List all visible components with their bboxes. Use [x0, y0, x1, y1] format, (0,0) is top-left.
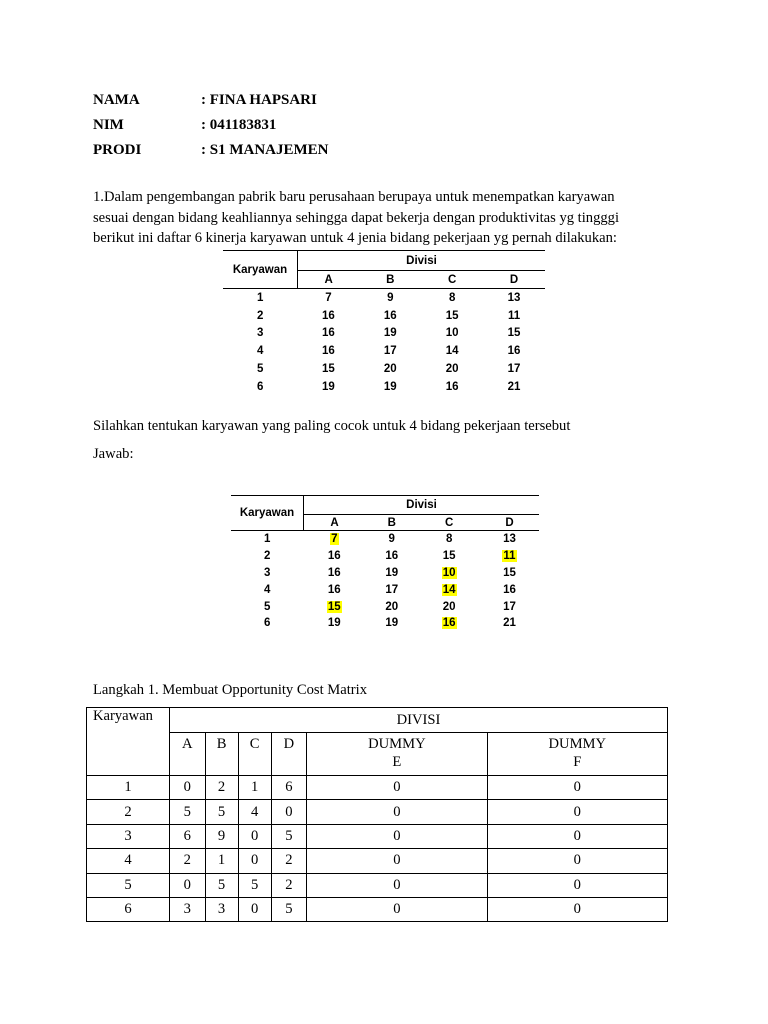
value-cell: 16	[327, 566, 341, 579]
identity-label: PRODI	[93, 142, 142, 158]
table-column-header: D	[483, 271, 545, 289]
value-cell: 19	[383, 327, 397, 340]
matrix-row	[87, 873, 668, 897]
value-cell: 9	[387, 291, 394, 304]
highlighted-value: 10	[442, 566, 456, 579]
matrix-row	[87, 800, 668, 824]
value-cell: 16	[383, 309, 397, 322]
row-id-cell: 6	[257, 380, 264, 393]
identity-value: : 041183831	[201, 117, 277, 133]
row-id-cell: 2	[257, 309, 264, 322]
value-cell: 16	[385, 550, 399, 563]
value-cell: 14	[445, 345, 459, 358]
identity-value: : S1 MANAJEMEN	[201, 142, 329, 158]
value-cell: 0	[307, 849, 487, 873]
value-cell: 20	[445, 363, 459, 376]
value-cell: 7	[325, 291, 332, 304]
row-id-cell: 5	[87, 873, 170, 897]
table-row-header: Karyawan	[231, 496, 304, 531]
value-cell: 17	[507, 363, 521, 376]
answer-label: Jawab:	[93, 446, 134, 462]
identity-row-nim	[93, 113, 329, 138]
step1-title: Langkah 1. Membuat Opportunity Cost Matrix	[93, 682, 368, 698]
value-cell: 0	[170, 873, 206, 897]
value-cell: 16	[322, 309, 335, 322]
row-id-cell: 3	[87, 824, 170, 848]
table-column-header: D	[480, 515, 539, 531]
table-row-header: Karyawan	[223, 251, 298, 289]
value-cell: 17	[383, 345, 397, 358]
value-cell: 15	[322, 363, 335, 376]
value-cell	[304, 531, 366, 548]
value-cell: 16	[445, 380, 459, 393]
matrix-column-header: A	[170, 733, 206, 776]
table-row	[223, 307, 545, 325]
table-row	[231, 598, 539, 615]
row-id-cell: 4	[264, 583, 271, 596]
value-cell: 21	[503, 617, 516, 630]
row-id-cell: 6	[87, 897, 170, 921]
row-id-cell: 5	[264, 600, 271, 613]
value-cell: 0	[238, 897, 271, 921]
table-row	[223, 289, 545, 307]
highlighted-value: 7	[331, 533, 338, 546]
performance-table-body	[223, 289, 545, 396]
value-cell: 20	[385, 600, 399, 613]
row-id-cell: 2	[264, 550, 271, 563]
table-row	[223, 342, 545, 360]
value-cell: 16	[327, 550, 341, 563]
matrix-body	[87, 776, 668, 922]
answer-table	[231, 495, 539, 632]
value-cell: 0	[307, 800, 487, 824]
value-cell	[418, 581, 480, 598]
value-cell: 16	[507, 345, 521, 358]
identity-row-prodi	[93, 138, 329, 163]
value-cell: 0	[307, 873, 487, 897]
value-cell: 13	[507, 291, 521, 304]
value-cell: 0	[487, 800, 667, 824]
row-id-cell: 4	[87, 849, 170, 873]
value-cell: 6	[170, 824, 206, 848]
value-cell	[418, 565, 480, 582]
row-id-cell: 3	[264, 566, 271, 579]
row-id-cell: 3	[257, 327, 264, 340]
value-cell: 19	[383, 380, 397, 393]
value-cell: 11	[507, 309, 521, 322]
table-row	[231, 531, 539, 548]
identity-block	[93, 88, 329, 163]
matrix-column-header-row	[87, 733, 668, 776]
value-cell	[418, 615, 480, 632]
value-cell	[304, 598, 366, 615]
value-cell: 21	[507, 380, 521, 393]
table-row	[223, 325, 545, 343]
value-cell: 2	[205, 776, 238, 800]
value-cell: 19	[385, 617, 399, 630]
matrix-row	[87, 776, 668, 800]
value-cell: 15	[503, 566, 516, 579]
value-cell: 0	[487, 873, 667, 897]
identity-label: NIM	[93, 117, 124, 133]
value-cell: 20	[442, 600, 456, 613]
value-cell: 8	[448, 291, 456, 304]
value-cell: 5	[271, 897, 307, 921]
instruction-text: Silahkan tentukan karyawan yang paling cocok untuk 4 bidang pekerjaan tersebut	[93, 418, 571, 434]
value-cell: 15	[445, 309, 459, 322]
table-row	[223, 378, 545, 396]
row-id-cell: 1	[264, 533, 271, 546]
table-column-header: B	[359, 271, 421, 289]
table-column-header: C	[418, 515, 480, 531]
table-row	[231, 615, 539, 632]
value-cell: 16	[327, 583, 341, 596]
row-id-cell: 4	[257, 345, 264, 358]
table-column-header: A	[304, 515, 366, 531]
value-cell: 10	[445, 327, 459, 340]
table-group-header: Divisi	[304, 496, 540, 515]
value-cell: 17	[385, 583, 399, 596]
value-cell: 6	[271, 776, 307, 800]
value-cell: 5	[205, 800, 238, 824]
identity-label: NAMA	[93, 92, 140, 108]
row-id-cell: 1	[257, 291, 264, 304]
matrix-row	[87, 897, 668, 921]
value-cell: 19	[327, 617, 341, 630]
question-line: 1.Dalam pengembangan pabrik baru perusahaan berupaya untuk menempatkan karyawan	[93, 189, 615, 205]
identity-value: : FINA HAPSARI	[201, 92, 317, 108]
value-cell: 19	[322, 380, 335, 393]
matrix-column-header: D	[271, 733, 307, 776]
value-cell: 0	[487, 824, 667, 848]
highlighted-value: 15	[327, 600, 341, 613]
row-id-cell: 1	[87, 776, 170, 800]
matrix-group-header: DIVISI	[170, 708, 668, 733]
value-cell: 16	[322, 327, 335, 340]
table-column-header: B	[365, 515, 418, 531]
value-cell: 5	[170, 800, 206, 824]
highlighted-value: 16	[442, 617, 456, 630]
value-cell: 5	[238, 873, 271, 897]
value-cell: 1	[205, 849, 238, 873]
table-row	[223, 360, 545, 378]
value-cell: 3	[170, 897, 206, 921]
value-cell: 0	[307, 776, 487, 800]
matrix-row	[87, 849, 668, 873]
performance-table	[223, 250, 545, 396]
value-cell: 2	[271, 873, 307, 897]
matrix-row-header: Karyawan	[87, 708, 170, 776]
value-cell: 0	[307, 824, 487, 848]
highlighted-value: 11	[503, 550, 516, 563]
row-id-cell: 6	[264, 617, 271, 630]
matrix-column-header: DUMMY F	[487, 733, 667, 776]
table-row	[231, 581, 539, 598]
value-cell: 0	[487, 776, 667, 800]
value-cell: 0	[271, 800, 307, 824]
table-group-header: Divisi	[298, 251, 546, 271]
value-cell: 13	[503, 533, 516, 546]
table-column-header: C	[421, 271, 483, 289]
value-cell: 16	[503, 583, 516, 596]
highlighted-value: 14	[442, 583, 456, 596]
value-cell: 0	[238, 849, 271, 873]
value-cell: 4	[238, 800, 271, 824]
value-cell: 20	[383, 363, 397, 376]
value-cell: 9	[388, 533, 395, 546]
matrix-column-header: B	[205, 733, 238, 776]
value-cell: 0	[238, 824, 271, 848]
table-column-header: A	[298, 271, 360, 289]
row-id-cell: 2	[87, 800, 170, 824]
value-cell: 17	[503, 600, 516, 613]
answer-table-body	[231, 531, 539, 632]
value-cell: 2	[271, 849, 307, 873]
value-cell: 5	[205, 873, 238, 897]
matrix-column-header: C	[238, 733, 271, 776]
question-line: sesuai dengan bidang keahliannya sehingga dapat bekerja dengan produktivitas yg tingggi	[93, 209, 620, 226]
table-row	[231, 565, 539, 582]
value-cell: 0	[487, 897, 667, 921]
value-cell: 1	[238, 776, 271, 800]
value-cell: 8	[445, 533, 453, 546]
matrix-column-header: DUMMY E	[307, 733, 487, 776]
value-cell: 5	[271, 824, 307, 848]
table-row	[231, 548, 539, 565]
row-id-cell: 5	[257, 363, 264, 376]
value-cell: 9	[205, 824, 238, 848]
value-cell: 0	[487, 849, 667, 873]
identity-row-name	[93, 88, 329, 113]
value-cell: 15	[507, 327, 521, 340]
value-cell: 15	[442, 550, 456, 563]
value-cell: 3	[205, 897, 238, 921]
matrix-row	[87, 824, 668, 848]
value-cell: 2	[170, 849, 206, 873]
opportunity-cost-matrix	[86, 707, 668, 922]
value-cell: 19	[385, 566, 399, 579]
value-cell	[480, 548, 539, 565]
question-paragraph	[93, 187, 673, 249]
value-cell: 0	[170, 776, 206, 800]
value-cell: 0	[307, 897, 487, 921]
question-line: berikut ini daftar 6 kinerja karyawan untuk 4 jenia bidang pekerjaan yg pernah dilakukan:	[93, 230, 617, 246]
value-cell: 16	[322, 345, 335, 358]
